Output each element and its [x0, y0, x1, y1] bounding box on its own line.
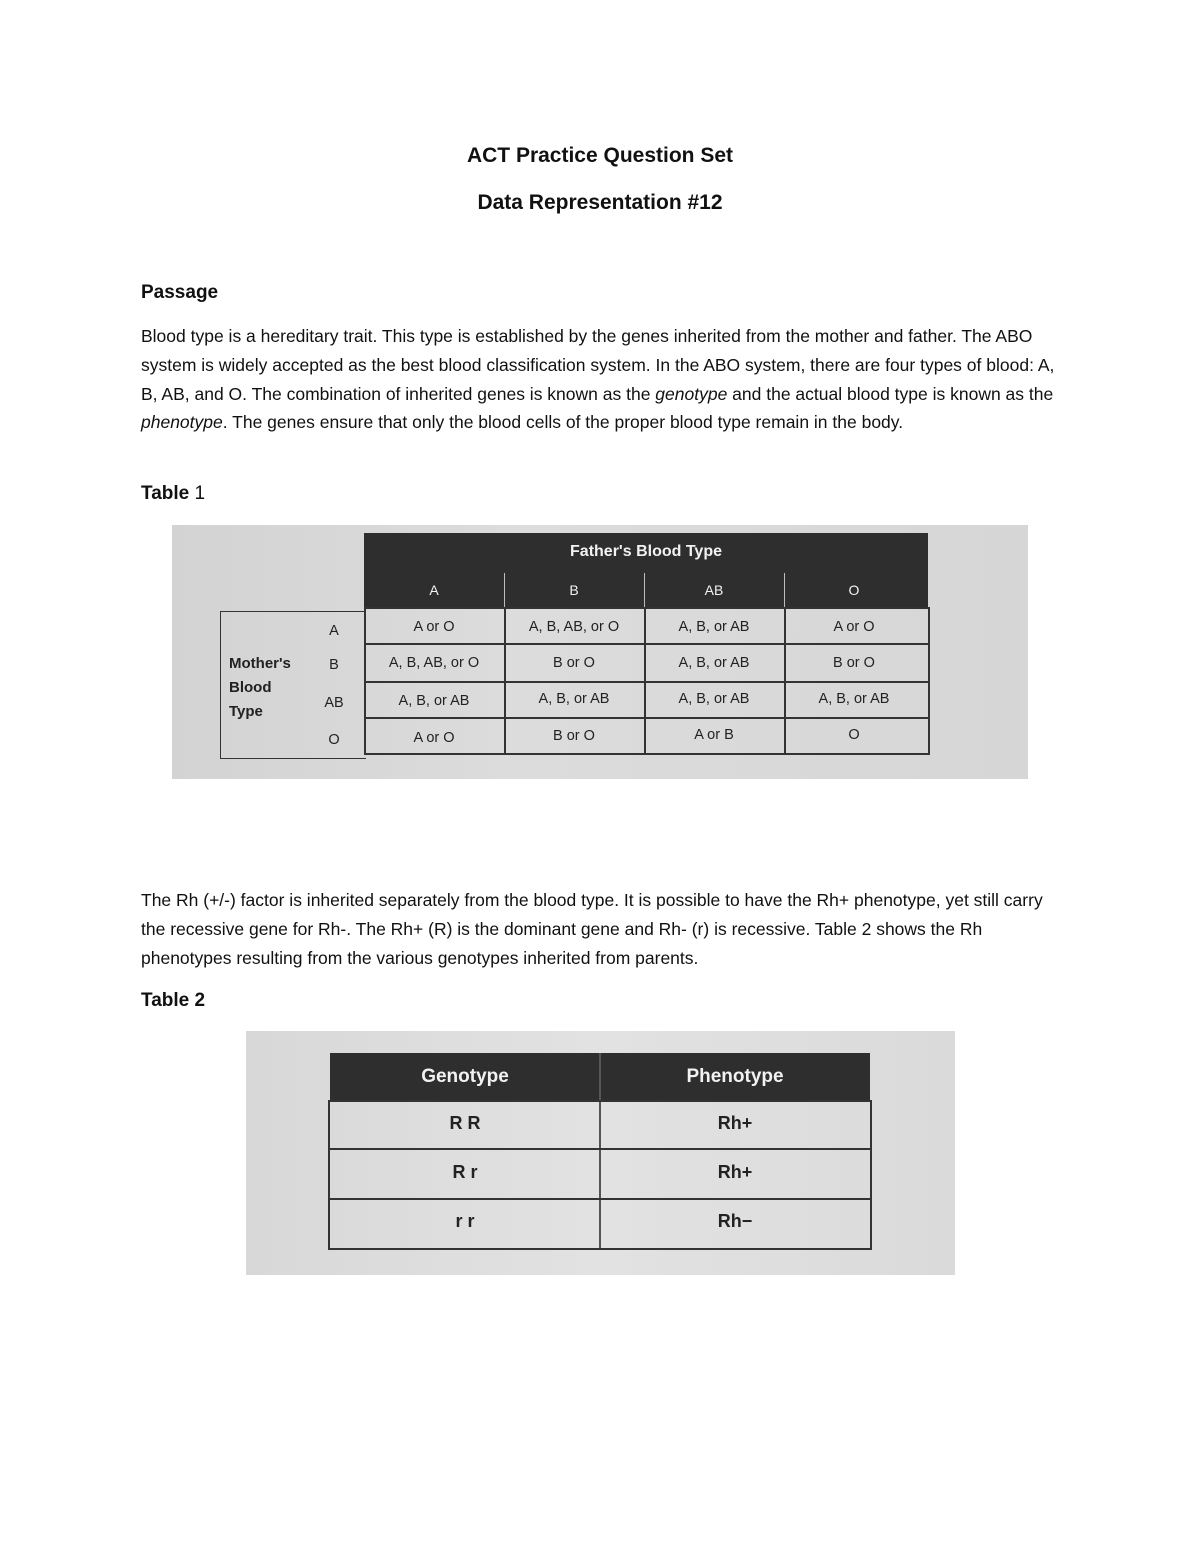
grid-line: [328, 1148, 872, 1150]
genotype-term: genotype: [655, 383, 728, 404]
father-type-a: A: [429, 582, 439, 598]
table1-cell: A, B, or AB: [678, 691, 750, 707]
grid-line: [364, 607, 930, 609]
grid-line: [328, 1198, 872, 1200]
mother-type-ab: AB: [324, 695, 344, 711]
table1-cell: A, B, or AB: [818, 691, 890, 707]
table1-cell: A or O: [413, 619, 455, 635]
mother-type-a: A: [329, 623, 339, 639]
phenotype-cell: Rh−: [717, 1211, 753, 1231]
table1-label: Table: [141, 483, 190, 504]
table1-cell: A or O: [833, 619, 875, 635]
mother-label-line-3: Type: [229, 703, 263, 720]
table1-cell: A, B, AB, or O: [528, 619, 620, 635]
father-type-o: O: [848, 582, 860, 598]
table1-cell: A, B, AB, or O: [388, 655, 480, 671]
header-divider: [784, 573, 785, 607]
passage-heading: Passage: [141, 282, 219, 303]
genotype-cell: R r: [452, 1162, 478, 1182]
passage-paragraph-2: The Rh (+/-) factor is inherited separately from the blood type. It is possible to have the Rh+ phenotype, yet still carry the recessive gene for Rh-. The Rh+ (R) is the dominant gene and Rh- (r) is recessive. Table 2 shows the Rh phenotypes resulting from the various genotypes inherited from parents.: [141, 890, 1043, 968]
table1-cell: B or O: [833, 655, 875, 671]
table1-cell: B or O: [553, 728, 595, 744]
phenotype-term: phenotype: [141, 412, 223, 433]
table1-cell: A, B, or AB: [538, 691, 610, 707]
p1-text-b: and the actual blood type is known as the: [727, 383, 1054, 404]
header-divider: [504, 573, 505, 607]
father-type-ab: AB: [704, 582, 724, 598]
table1-heading: [141, 483, 205, 505]
document-title: ACT Practice Question Set: [466, 144, 734, 167]
passage-paragraph-1: [141, 322, 1061, 437]
mother-label-line-1: Mother's: [229, 655, 291, 672]
phenotype-cell: Rh+: [717, 1162, 753, 1182]
father-type-b: B: [569, 582, 579, 598]
grid-line: [328, 1248, 872, 1250]
header-divider: [644, 573, 645, 607]
p1-text-a: Blood type is a hereditary trait. This type is established by the genes inherited from the mother and father. The ABO system is widely accepted as the best blood classification system. In the ABO system, there are four types of blood: A, B, AB, and O. The combination of inherited genes is known as the: [141, 326, 1055, 404]
phenotype-header: Phenotype: [686, 1066, 784, 1087]
table1-photo: [172, 525, 1028, 779]
genotype-header: Genotype: [421, 1066, 509, 1087]
mother-type-o: O: [328, 732, 340, 748]
table1-cell: B or O: [553, 655, 595, 671]
table1-cell: A or O: [413, 730, 455, 746]
genotype-cell: R R: [449, 1113, 481, 1133]
document-subtitle: Data Representation #12: [477, 191, 723, 214]
grid-line: [870, 1100, 872, 1249]
grid-line: [364, 717, 930, 719]
table1-cell: A, B, or AB: [398, 693, 470, 709]
table1-cell: A, B, or AB: [678, 619, 750, 635]
grid-line: [364, 681, 930, 683]
mother-type-b: B: [329, 657, 339, 673]
table1-cell: O: [848, 727, 860, 743]
table1-number: 1: [194, 483, 206, 504]
mother-label-line-2: Blood: [229, 679, 272, 696]
father-blood-type-header: Father's Blood Type: [570, 543, 722, 560]
genotype-cell: r r: [455, 1211, 475, 1231]
phenotype-cell: Rh+: [717, 1113, 753, 1133]
grid-line: [364, 753, 930, 755]
grid-line: [364, 643, 930, 645]
p1-text-c: . The genes ensure that only the blood cells of the proper blood type remain in the body.: [222, 412, 904, 433]
grid-line: [928, 607, 930, 753]
table2-heading: Table 2: [141, 990, 206, 1011]
table1-cell: A or B: [694, 727, 734, 743]
grid-line: [328, 1100, 872, 1102]
table1-cell: A, B, or AB: [678, 655, 750, 671]
table2-photo: [246, 1031, 955, 1275]
